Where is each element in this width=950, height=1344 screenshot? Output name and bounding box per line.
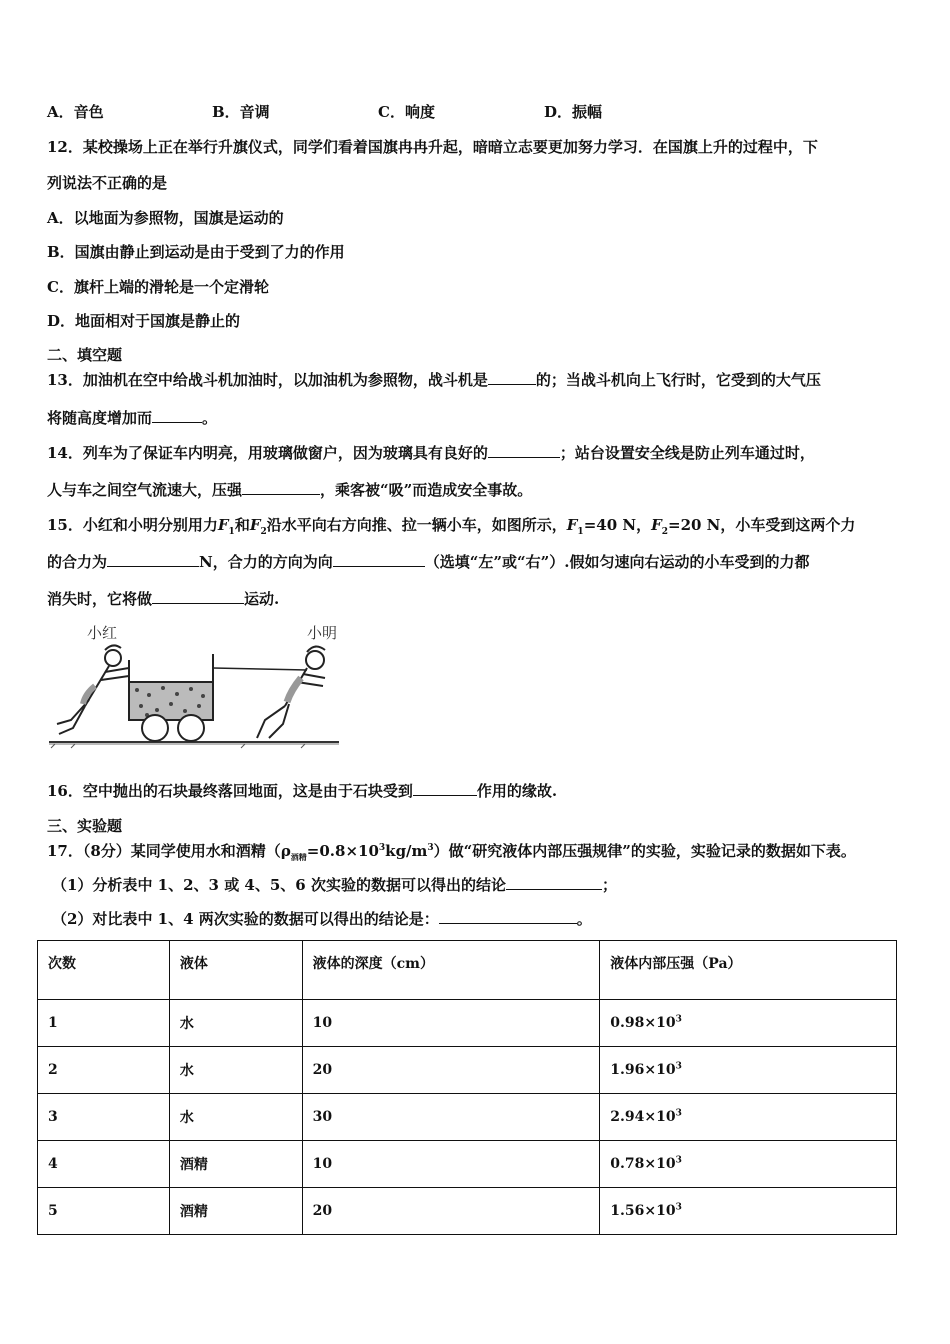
figure-label-xiaohong: 小红: [87, 624, 118, 642]
table-row: [38, 1188, 897, 1235]
q15-text-h: 运动.: [244, 590, 280, 608]
person-xiaoming-pulling: [257, 646, 325, 738]
q13-line2: [47, 407, 217, 429]
table-cell: [600, 1000, 897, 1047]
pressure-exponent: 3: [675, 1061, 682, 1072]
q15-f1-subscript-2: 1: [577, 527, 584, 537]
q15-text-b: 沿水平向右方向推、拉一辆小车，如图所示，: [266, 516, 567, 534]
figure-label-xiaoming: 小明: [307, 624, 338, 642]
table-cell: 2: [38, 1047, 170, 1094]
q15-f1-symbol: F: [217, 516, 229, 534]
q15-blank-2[interactable]: [333, 551, 425, 567]
table-row: [38, 1000, 897, 1047]
pressure-value: 1.96×10: [610, 1062, 676, 1078]
table-cell: 水: [169, 1047, 302, 1094]
q13-text-d: 。: [202, 409, 218, 427]
q14-line1: [47, 442, 815, 464]
q14-text-a: 14．列车为了保证车内明亮，用玻璃做窗户，因为玻璃具有良好的: [47, 444, 488, 462]
table-cell: [600, 1188, 897, 1235]
q13-blank-2[interactable]: [152, 407, 202, 423]
q16-blank[interactable]: [413, 780, 477, 796]
pressure-value: 0.78×10: [610, 1156, 676, 1172]
q16-text-a: 16．空中抛出的石块最终落回地面，这是由于石块受到: [47, 782, 413, 800]
q11-option-b: B．音调: [212, 103, 270, 121]
q12-option-b: B．国旗由静止到运动是由于受到了力的作用: [47, 243, 345, 261]
q12-stem-line2: 列说法不正确的是: [47, 174, 168, 192]
q17-part2: [52, 908, 592, 930]
table-row: [38, 1094, 897, 1141]
table-cell: 3: [38, 1094, 170, 1141]
q15-blank-1[interactable]: [107, 551, 199, 567]
table-header-cell: 液体内部压强（Pa）: [600, 941, 897, 1000]
q15-line2: [47, 551, 809, 573]
q15-and: 和: [234, 516, 250, 534]
q11-option-c: C．响度: [378, 103, 435, 121]
q15-text-c: 的合力为: [47, 553, 108, 571]
q15-text-a: 15．小红和小明分别用力: [47, 516, 218, 534]
q17-exponent: 3: [378, 843, 386, 853]
q14-text-b: ；站台设置安全线是防止列车通过时，: [559, 444, 815, 462]
section-experiment-title: 三、实验题: [47, 817, 123, 835]
table-cell: 20: [302, 1188, 600, 1235]
q12-stem-line1: 12．某校操场上正在举行升旗仪式，同学们看着国旗冉冉升起，暗暗立志要更加努力学习．在国旗上升的过程中，下: [47, 138, 818, 156]
q14-blank-1[interactable]: [488, 442, 560, 458]
q17-unit-exponent: 3: [427, 843, 434, 853]
q13-text-b: 的；当战斗机向上飞行时，它受到的大气压: [535, 371, 821, 389]
pressure-value: 0.98×10: [610, 1015, 676, 1031]
q14-text-c: 人与车之间空气流速大，压强: [47, 481, 243, 499]
table-cell: 酒精: [169, 1188, 302, 1235]
q15-f2-symbol: F: [249, 516, 261, 534]
q15-f1-symbol-2: F: [566, 516, 578, 534]
push-pull-cart-figure: [45, 620, 345, 750]
q17-part1-end: ；: [601, 876, 617, 894]
q13-text-a: 13．加油机在空中给战斗机加油时，以加油机为参照物，战斗机是: [47, 371, 488, 389]
table-cell: 酒精: [169, 1141, 302, 1188]
pressure-exponent: 3: [675, 1108, 682, 1119]
table-cell: 水: [169, 1094, 302, 1141]
table-cell: [600, 1094, 897, 1141]
table-cell: 水: [169, 1000, 302, 1047]
q12-option-d: D．地面相对于国旗是静止的: [47, 312, 241, 330]
q16-text-b: 作用的缘故.: [476, 782, 558, 800]
q17-part2-end: 。: [576, 910, 592, 928]
q17-part1-blank[interactable]: [506, 874, 602, 890]
table-header-cell: 次数: [38, 941, 170, 1000]
q11-option-a: A．音色: [47, 103, 104, 121]
q17-text-a: 17．（8分）某同学使用水和酒精（ρ: [47, 842, 291, 860]
table-cell: 5: [38, 1188, 170, 1235]
q13-line1: [47, 369, 821, 391]
q16-line: [47, 780, 557, 802]
pressure-exponent: 3: [675, 1014, 682, 1025]
q15-line3: [47, 588, 279, 610]
q15-text-g: 消失时，它将做: [47, 590, 153, 608]
table-cell: [600, 1141, 897, 1188]
q15-f1-value: =40 N，: [583, 516, 652, 534]
table-cell: 1: [38, 1000, 170, 1047]
q14-text-d: ，乘客被“吸”而造成安全事故。: [320, 481, 533, 499]
experiment-data-table: [37, 940, 897, 1235]
q12-option-a: A．以地面为参照物，国旗是运动的: [47, 209, 284, 227]
q17-part2-text: （2）对比表中 1、4 两次实验的数据可以得出的结论是：: [52, 910, 439, 928]
table-cell: 30: [302, 1094, 600, 1141]
table-cell: 20: [302, 1047, 600, 1094]
q11-option-d: D．振幅: [544, 103, 603, 121]
q15-f2-subscript: 2: [260, 527, 267, 537]
section-fill-in-title: 二、填空题: [47, 346, 123, 364]
q15-f2-symbol-2: F: [651, 516, 662, 534]
table-cell: 10: [302, 1141, 600, 1188]
q17-text-c: kg/m: [385, 842, 428, 860]
person-xiaohong-pushing: [57, 645, 129, 734]
q14-blank-2[interactable]: [242, 479, 320, 495]
table-row: [38, 1047, 897, 1094]
q17-text-d: ）做“研究液体内部压强规律”的实验，实验记录的数据如下表。: [433, 842, 856, 860]
q12-option-c: C．旗杆上端的滑轮是一个定滑轮: [47, 278, 269, 296]
q17-stem: [47, 840, 856, 862]
pressure-exponent: 3: [675, 1202, 682, 1213]
table-header-row: [38, 941, 897, 1000]
pressure-value: 1.56×10: [610, 1203, 676, 1219]
q17-part1: [52, 874, 617, 896]
ground-line: [49, 742, 339, 748]
q17-part2-blank[interactable]: [439, 908, 577, 924]
table-header-cell: 液体的深度（cm）: [302, 941, 600, 1000]
q13-text-c: 将随高度增加而: [47, 409, 153, 427]
q15-f1-subscript: 1: [228, 527, 235, 537]
q15-text-e: （选填“左”或“右”）.假如匀速向右运动的小车受到的力都: [424, 553, 810, 571]
q15-f2-value: =20 N，小车受到这两个力: [668, 516, 856, 534]
q15-f2-subscript-2: 2: [661, 527, 668, 537]
pressure-value: 2.94×10: [610, 1109, 676, 1125]
table-cell: 10: [302, 1000, 600, 1047]
q17-rho-subscript: 酒精: [290, 852, 307, 862]
q15-text-d: N，合力的方向为向: [199, 553, 333, 571]
table-cell: 4: [38, 1141, 170, 1188]
table-cell: [600, 1047, 897, 1094]
table-header-cell: 液体: [169, 941, 302, 1000]
q17-part1-text: （1）分析表中 1、2、3 或 4、5、6 次实验的数据可以得出的结论: [52, 876, 506, 894]
q13-blank-1[interactable]: [488, 369, 536, 385]
table-row: [38, 1141, 897, 1188]
pressure-exponent: 3: [675, 1155, 682, 1166]
q14-line2: [47, 479, 532, 501]
q15-line1: [47, 514, 855, 536]
q15-blank-3[interactable]: [152, 588, 244, 604]
q17-text-b: =0.8×10: [306, 842, 379, 860]
